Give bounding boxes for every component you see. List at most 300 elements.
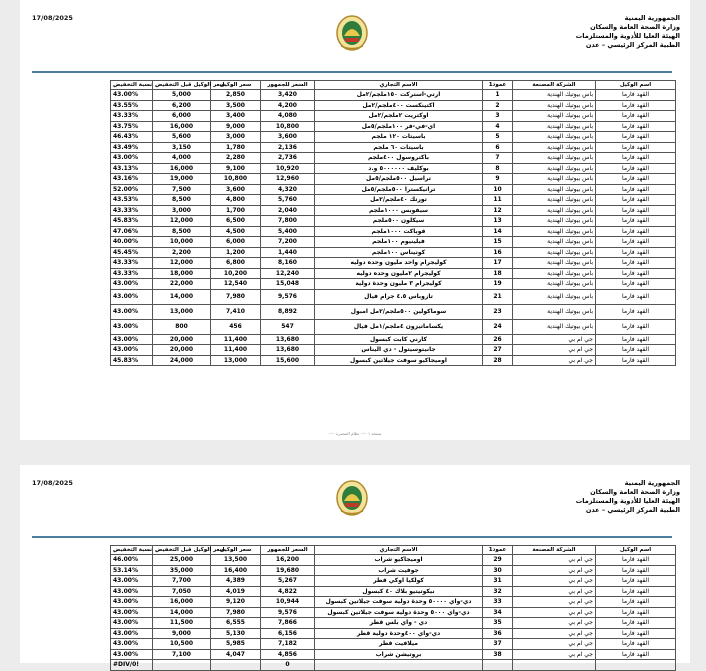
manufacturer-cell: جي ام بي (513, 586, 596, 597)
trade-name-cell: باسيتات ١٢٠ ملجم (315, 132, 483, 143)
manufacturer-cell: باس بيوتيك الهندية (513, 258, 596, 269)
manufacturer-cell: جي ام بي (513, 555, 596, 566)
agent-price-before-cell: 35,000 (153, 565, 211, 576)
discount-cell: 43.00% (111, 649, 153, 660)
table-row (111, 132, 676, 143)
discount-cell: 43.00% (111, 289, 153, 304)
seq-cell: 32 (483, 586, 513, 597)
trade-name-cell (315, 660, 483, 671)
seq-cell: 9 (483, 174, 513, 185)
table-row (111, 90, 676, 101)
agent-name-cell: القهد فارما (596, 334, 676, 345)
manufacturer-cell: باس بيوتيك الهندية (513, 279, 596, 290)
header-agent-name: اسم الوكيل (596, 546, 676, 555)
agent-name-cell: القهد فارما (596, 226, 676, 237)
agent-price-before-cell: 8,500 (153, 195, 211, 206)
seq-cell: 17 (483, 258, 513, 269)
agent-price-cell: 9,000 (211, 121, 261, 132)
agent-price-before-cell: 9,000 (153, 628, 211, 639)
print-date: 17/08/2025 (32, 14, 73, 22)
trade-name-cell: تراسيل ٥٠٠ملجم/٥مل (315, 174, 483, 185)
seq-cell: 16 (483, 247, 513, 258)
agent-price-cell: 1,700 (211, 205, 261, 216)
discount-cell: 43.00% (111, 279, 153, 290)
header-discount: نسبة التخفيض (111, 81, 153, 90)
agent-price-cell: 7,410 (211, 304, 261, 319)
agent-name-cell: القهد فارما (596, 607, 676, 618)
agent-price-cell: 10,800 (211, 174, 261, 185)
seq-cell: 33 (483, 597, 513, 608)
trade-name-cell: تورتك ٤٠ملجم/٢مل (315, 195, 483, 206)
manufacturer-cell (513, 660, 596, 671)
trade-name-cell: كولكيا اوكي قطر (315, 576, 483, 587)
org-line: الطبية المركز الرئيسي – عدن (585, 41, 680, 49)
trade-name-cell: كوتيناس ١٠٠ملجم (315, 247, 483, 258)
agent-name-cell: القهد فارما (596, 618, 676, 629)
seq-cell: 14 (483, 226, 513, 237)
agent-price-before-cell: 20,000 (153, 334, 211, 345)
trade-name-cell: نيكوتيتيو بلاك ٤٠ كبسول (315, 586, 483, 597)
agent-price-before-cell: 16,000 (153, 163, 211, 174)
manufacturer-cell: جي ام بي (513, 565, 596, 576)
agent-price-before-cell: 6,000 (153, 111, 211, 122)
discount-cell: 43.33% (111, 111, 153, 122)
discount-cell: 43.33% (111, 268, 153, 279)
seq-cell: 8 (483, 163, 513, 174)
discount-cell: 43.00% (111, 90, 153, 101)
agent-price-before-cell: 14,000 (153, 607, 211, 618)
agent-name-cell: القهد فارما (596, 205, 676, 216)
table-row (111, 565, 676, 576)
manufacturer-cell: باس بيوتيك الهندية (513, 90, 596, 101)
agent-price-cell: 9,120 (211, 597, 261, 608)
public-price-cell: 13,680 (261, 334, 315, 345)
public-price-cell: 4,822 (261, 586, 315, 597)
manufacturer-cell: باس بيوتيك الهندية (513, 111, 596, 122)
agent-price-cell: 3,000 (211, 132, 261, 143)
public-price-cell: 12,240 (261, 268, 315, 279)
manufacturer-cell: باس بيوتيك الهندية (513, 163, 596, 174)
manufacturer-cell: جي ام بي (513, 618, 596, 629)
table-row (111, 142, 676, 153)
agent-name-cell: القهد فارما (596, 111, 676, 122)
discount-cell: 45.45% (111, 247, 153, 258)
discount-cell: 43.53% (111, 195, 153, 206)
agent-name-cell: القهد فارما (596, 639, 676, 650)
public-price-cell: 5,760 (261, 195, 315, 206)
seq-cell: 38 (483, 649, 513, 660)
trade-name-cell: فوباكت ١٠٠٠ملجم (315, 226, 483, 237)
seq-cell: 5 (483, 132, 513, 143)
discount-cell: 45.83% (111, 216, 153, 227)
agent-price-cell: 4,047 (211, 649, 261, 660)
agent-name-cell: القهد فارما (596, 174, 676, 185)
manufacturer-cell: جي ام بي (513, 628, 596, 639)
public-price-cell: 16,200 (261, 555, 315, 566)
trade-name-cell: اوكتريت ٢ملجم/٢مل (315, 111, 483, 122)
trade-name-cell: يكساماتيزون ٤ملجم/١مل فيال (315, 319, 483, 334)
price-table-page-2 (110, 545, 676, 671)
public-price-cell: 9,576 (261, 607, 315, 618)
agent-price-cell: 3,500 (211, 100, 261, 111)
agent-name-cell: القهد فارما (596, 142, 676, 153)
table-row (111, 334, 676, 345)
agent-price-cell: 456 (211, 319, 261, 334)
table-row (111, 258, 676, 269)
agent-price-before-cell: 13,000 (153, 304, 211, 319)
table-row (111, 319, 676, 334)
agent-price-cell: 16,400 (211, 565, 261, 576)
manufacturer-cell: جي ام بي (513, 345, 596, 356)
seq-cell: 29 (483, 555, 513, 566)
public-price-cell: 8,160 (261, 258, 315, 269)
agent-name-cell: القهد فارما (596, 289, 676, 304)
table-row (111, 660, 676, 671)
public-price-cell: 4,200 (261, 100, 315, 111)
seq-cell: 19 (483, 279, 513, 290)
table-row (111, 304, 676, 319)
agent-name-cell: القهد فارما (596, 355, 676, 366)
discount-cell: 43.00% (111, 618, 153, 629)
header-trade-name: الاسم التجاري (315, 81, 483, 90)
agent-name-cell: القهد فارما (596, 163, 676, 174)
seq-cell: 12 (483, 205, 513, 216)
agent-name-cell: القهد فارما (596, 247, 676, 258)
public-price-cell: 15,600 (261, 355, 315, 366)
manufacturer-cell: جي ام بي (513, 607, 596, 618)
agent-name-cell: القهد فارما (596, 279, 676, 290)
manufacturer-cell: باس بيوتيك الهندية (513, 226, 596, 237)
manufacturer-cell: باس بيوتيك الهندية (513, 142, 596, 153)
agent-price-cell: 11,400 (211, 345, 261, 356)
public-price-cell: 2,736 (261, 153, 315, 164)
seq-cell: 4 (483, 121, 513, 132)
manufacturer-cell: باس بيوتيك الهندية (513, 237, 596, 248)
agent-name-cell: القهد فارما (596, 258, 676, 269)
seq-cell: 34 (483, 607, 513, 618)
header-agent-price-before: سعر الوكيل قبل التخفيض (153, 546, 211, 555)
trade-name-cell: اكتينكست ٤٠٠ملجم/٢مل (315, 100, 483, 111)
agent-price-cell: 2,280 (211, 153, 261, 164)
header-agent-price: سعر الوكيل (211, 546, 261, 555)
agent-name-cell: القهد فارما (596, 576, 676, 587)
agent-price-cell: 7,980 (211, 607, 261, 618)
table-row (111, 226, 676, 237)
agent-price-cell: 9,100 (211, 163, 261, 174)
public-price-cell: 4,856 (261, 649, 315, 660)
trade-name-cell: ميلافيت قطر (315, 639, 483, 650)
agent-price-before-cell: 5,000 (153, 90, 211, 101)
agent-price-before-cell: 800 (153, 319, 211, 334)
agent-price-before-cell: 18,000 (153, 268, 211, 279)
table-row (111, 205, 676, 216)
org-line: الجمهورية اليمنية (624, 479, 680, 487)
agent-price-before-cell: 7,700 (153, 576, 211, 587)
public-price-cell: 15,048 (261, 279, 315, 290)
trade-name-cell: كارني كابت كبسول (315, 334, 483, 345)
public-price-cell: 2,040 (261, 205, 315, 216)
table-row (111, 597, 676, 608)
agent-name-cell: القهد فارما (596, 100, 676, 111)
document-page-2 (20, 465, 690, 668)
print-date: 17/08/2025 (32, 479, 73, 487)
table-row (111, 216, 676, 227)
org-line: الجمهورية اليمنية (624, 14, 680, 22)
organization-header (530, 479, 680, 515)
public-price-cell: 7,800 (261, 216, 315, 227)
agent-price-cell: 13,500 (211, 555, 261, 566)
seq-cell: 28 (483, 355, 513, 366)
public-price-cell: 12,960 (261, 174, 315, 185)
trade-name-cell: دي-واي ٤٠٠وحدة دولية قطر (315, 628, 483, 639)
trade-name-cell: سيفوبس ١٠٠٠ملجم (315, 205, 483, 216)
trade-name-cell: اوميجاكيو سوفت جيلاتين كبسول (315, 355, 483, 366)
agent-price-cell: 3,400 (211, 111, 261, 122)
trade-name-cell: بروتيشن شراب (315, 649, 483, 660)
table-row (111, 279, 676, 290)
header-agent-name: اسم الوكيل (596, 81, 676, 90)
table-row (111, 247, 676, 258)
agent-price-before-cell (153, 660, 211, 671)
table-row (111, 174, 676, 185)
seq-cell: 7 (483, 153, 513, 164)
manufacturer-cell: جي ام بي (513, 334, 596, 345)
manufacturer-cell: باس بيوتيك الهندية (513, 132, 596, 143)
seq-cell: 6 (483, 142, 513, 153)
table-row (111, 184, 676, 195)
agent-price-before-cell: 3,150 (153, 142, 211, 153)
discount-cell: 43.00% (111, 576, 153, 587)
table-row (111, 237, 676, 248)
agent-name-cell: القهد فارما (596, 184, 676, 195)
table-row (111, 100, 676, 111)
discount-cell: 43.00% (111, 586, 153, 597)
table-row (111, 153, 676, 164)
discount-cell: 43.00% (111, 319, 153, 334)
discount-cell: 43.00% (111, 334, 153, 345)
agent-price-before-cell: 7,100 (153, 649, 211, 660)
public-price-cell: 547 (261, 319, 315, 334)
public-price-cell: 7,866 (261, 618, 315, 629)
discount-cell: 43.75% (111, 121, 153, 132)
manufacturer-cell: باس بيوتيك الهندية (513, 268, 596, 279)
manufacturer-cell: باس بيوتيك الهندية (513, 153, 596, 164)
agent-price-cell: 6,555 (211, 618, 261, 629)
ministry-emblem-icon (335, 14, 369, 52)
agent-price-before-cell: 16,000 (153, 121, 211, 132)
agent-name-cell: القهد فارما (596, 565, 676, 576)
header-manufacturer: الشركة المصنعة (513, 81, 596, 90)
public-price-cell: 7,200 (261, 237, 315, 248)
manufacturer-cell: باس بيوتيك الهندية (513, 216, 596, 227)
table-row (111, 555, 676, 566)
agent-name-cell: القهد فارما (596, 268, 676, 279)
manufacturer-cell: باس بيوتيك الهندية (513, 184, 596, 195)
agent-price-before-cell: 8,500 (153, 226, 211, 237)
seq-cell: 10 (483, 184, 513, 195)
public-price-cell: 9,576 (261, 289, 315, 304)
trade-name-cell: اوميجاكيو شراب (315, 555, 483, 566)
agent-name-cell: القهد فارما (596, 216, 676, 227)
org-line: الطبية المركز الرئيسي – عدن (585, 506, 680, 514)
agent-price-before-cell: 19,000 (153, 174, 211, 185)
discount-cell: 53.14% (111, 565, 153, 576)
table-header-row (111, 81, 676, 90)
trade-name-cell: كوليجرام واحد مليون وحده دوليه (315, 258, 483, 269)
agent-price-before-cell: 11,500 (153, 618, 211, 629)
trade-name-cell: كوليجرام ٢مليون وحده دوليه (315, 268, 483, 279)
discount-cell: 47.06% (111, 226, 153, 237)
table-row (111, 576, 676, 587)
agent-price-cell: 7,980 (211, 289, 261, 304)
manufacturer-cell: باس بيوتيك الهندية (513, 247, 596, 258)
page-footer: صفحة ١ ····· نظام المنصرة ····· (328, 431, 382, 436)
seq-cell (483, 660, 513, 671)
header-public-price: السعر للجمهور (261, 546, 315, 555)
manufacturer-cell: جي ام بي (513, 355, 596, 366)
agent-price-before-cell: 12,000 (153, 216, 211, 227)
public-price-cell: 3,420 (261, 90, 315, 101)
table-row (111, 268, 676, 279)
agent-price-before-cell: 7,500 (153, 184, 211, 195)
discount-cell: 40.00% (111, 237, 153, 248)
manufacturer-cell: باس بيوتيك الهندية (513, 289, 596, 304)
agent-price-cell: 1,780 (211, 142, 261, 153)
trade-name-cell: ترانيكسترا ٥٠٠ملجم/٥مل (315, 184, 483, 195)
table-row (111, 639, 676, 650)
table-row (111, 618, 676, 629)
agent-price-before-cell: 25,000 (153, 555, 211, 566)
manufacturer-cell: باس بيوتيك الهندية (513, 304, 596, 319)
agent-price-cell: 4,389 (211, 576, 261, 587)
manufacturer-cell: جي ام بي (513, 597, 596, 608)
trade-name-cell: دي-واي ٥٠٠٠٠ وحدة دولية سوفت جيلاتين كبسول (315, 597, 483, 608)
agent-name-cell: القهد فارما (596, 586, 676, 597)
agent-price-cell: 13,000 (211, 355, 261, 366)
seq-cell: 11 (483, 195, 513, 206)
trade-name-cell: سوماكولين ٥٠٠ملجم/٢مل امبول (315, 304, 483, 319)
header-agent-price-before: سعر الوكيل قبل التخفيض (153, 81, 211, 90)
table-row (111, 586, 676, 597)
manufacturer-cell: باس بيوتيك الهندية (513, 121, 596, 132)
header-agent-price: سعر الوكيل (211, 81, 261, 90)
header-manufacturer: الشركة المصنعة (513, 546, 596, 555)
agent-price-cell: 6,800 (211, 258, 261, 269)
agent-price-cell: 1,200 (211, 247, 261, 258)
agent-price-cell: 6,500 (211, 216, 261, 227)
manufacturer-cell: جي ام بي (513, 639, 596, 650)
organization-header (530, 14, 680, 50)
table-row (111, 345, 676, 356)
public-price-cell: 4,320 (261, 184, 315, 195)
seq-cell: 1 (483, 90, 513, 101)
public-price-cell: 8,892 (261, 304, 315, 319)
public-price-cell: 3,600 (261, 132, 315, 143)
agent-price-cell: 4,500 (211, 226, 261, 237)
manufacturer-cell: باس بيوتيك الهندية (513, 174, 596, 185)
agent-price-before-cell: 7,050 (153, 586, 211, 597)
agent-name-cell: القهد فارما (596, 237, 676, 248)
discount-cell: 46.00% (111, 555, 153, 566)
trade-name-cell: اي-في-فر ١٠٠ملجم/٥مل (315, 121, 483, 132)
trade-name-cell: دي - واي بلس قطر (315, 618, 483, 629)
public-price-cell: 6,156 (261, 628, 315, 639)
trade-name-cell: ارتي-استركت ١٥٠ملجم/٢مل (315, 90, 483, 101)
seq-cell: 18 (483, 268, 513, 279)
agent-price-before-cell: 16,000 (153, 597, 211, 608)
agent-price-before-cell: 20,000 (153, 345, 211, 356)
agent-price-cell: 2,850 (211, 90, 261, 101)
agent-price-cell: 10,200 (211, 268, 261, 279)
table-row (111, 289, 676, 304)
header-seq: عمود1 (483, 81, 513, 90)
agent-price-cell: 4,800 (211, 195, 261, 206)
seq-cell: 26 (483, 334, 513, 345)
discount-cell: 45.83% (111, 355, 153, 366)
discount-cell: 43.00% (111, 607, 153, 618)
ministry-emblem-icon (335, 479, 369, 517)
header-discount: نسبة التخفيض (111, 546, 153, 555)
public-price-cell: 5,400 (261, 226, 315, 237)
manufacturer-cell: جي ام بي (513, 576, 596, 587)
agent-name-cell (596, 660, 676, 671)
public-price-cell: 19,680 (261, 565, 315, 576)
agent-price-cell (211, 660, 261, 671)
discount-cell: 43.00% (111, 628, 153, 639)
table-row (111, 607, 676, 618)
agent-price-before-cell: 24,000 (153, 355, 211, 366)
seq-cell: 30 (483, 565, 513, 576)
agent-name-cell: القهد فارما (596, 132, 676, 143)
discount-cell: 43.33% (111, 205, 153, 216)
trade-name-cell: كوليجرام ٣ مليون وحدة دولية (315, 279, 483, 290)
discount-cell: #DIV/0! (111, 660, 153, 671)
manufacturer-cell: باس بيوتيك الهندية (513, 100, 596, 111)
agent-price-before-cell: 2,200 (153, 247, 211, 258)
agent-name-cell: القهد فارما (596, 649, 676, 660)
price-table-page-1 (110, 80, 676, 366)
seq-cell: 13 (483, 216, 513, 227)
discount-cell: 43.00% (111, 345, 153, 356)
agent-price-before-cell: 22,000 (153, 279, 211, 290)
header-trade-name: الاسم التجاري (315, 546, 483, 555)
header-divider (32, 536, 672, 538)
agent-name-cell: القهد فارما (596, 121, 676, 132)
table-row (111, 628, 676, 639)
agent-price-cell: 5,130 (211, 628, 261, 639)
trade-name-cell: سيكلون ٥٠٠ملجم (315, 216, 483, 227)
discount-cell: 43.33% (111, 258, 153, 269)
trade-name-cell: جانيتوسيتول - دي اليناس (315, 345, 483, 356)
discount-cell: 43.16% (111, 174, 153, 185)
header-public-price: السعر للجمهور (261, 81, 315, 90)
agent-price-before-cell: 3,000 (153, 205, 211, 216)
table-row (111, 111, 676, 122)
agent-name-cell: القهد فارما (596, 304, 676, 319)
agent-price-cell: 11,400 (211, 334, 261, 345)
agent-name-cell: القهد فارما (596, 555, 676, 566)
agent-price-before-cell: 10,000 (153, 237, 211, 248)
agent-price-cell: 5,985 (211, 639, 261, 650)
trade-name-cell: بوكليف ٥٠٠٠٠٠٠ و.د (315, 163, 483, 174)
discount-cell: 43.00% (111, 153, 153, 164)
trade-name-cell: تازوباس ٤.٥ جرام فيال (315, 289, 483, 304)
public-price-cell: 13,680 (261, 345, 315, 356)
agent-price-before-cell: 10,500 (153, 639, 211, 650)
org-line: الهيئة العليا للأدوية والمستلزمات (575, 497, 680, 505)
seq-cell: 23 (483, 304, 513, 319)
table-row (111, 649, 676, 660)
